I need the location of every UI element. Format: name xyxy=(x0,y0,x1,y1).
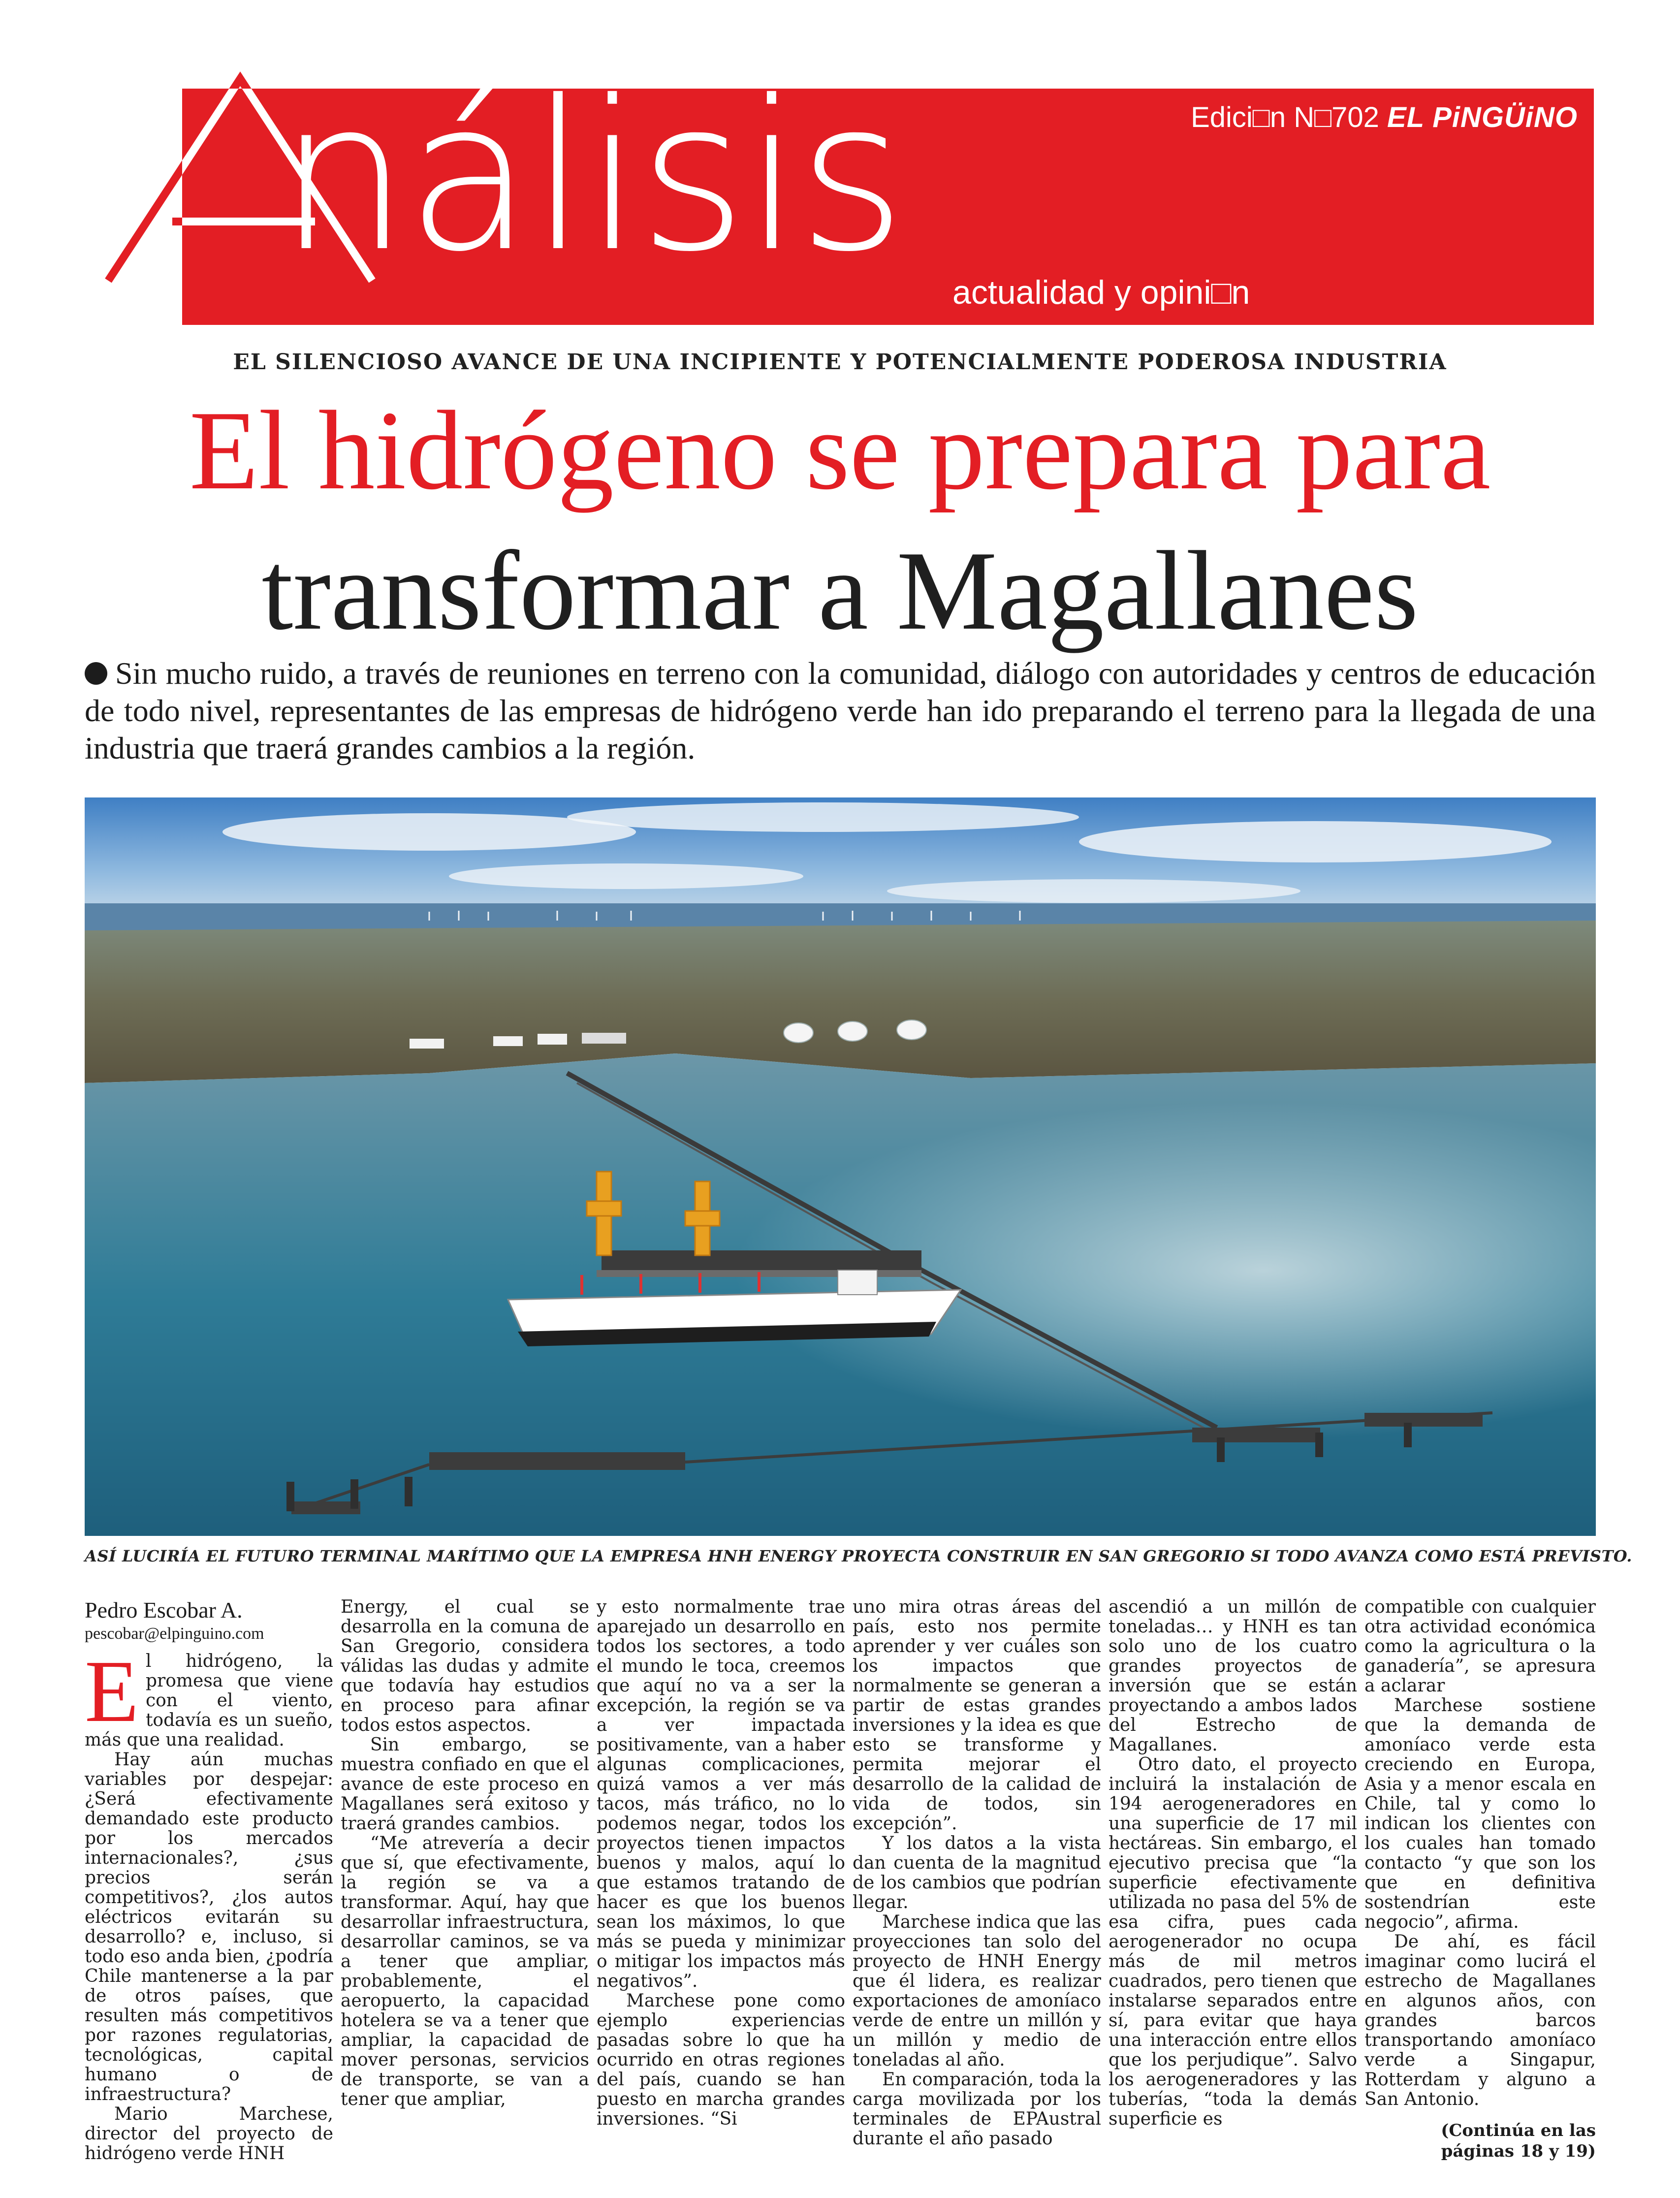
headline-kicker: EL SILENCIOSO AVANCE DE UNA INCIPIENTE Y POTENCIALMENTE PODEROSA INDUSTRIA xyxy=(233,350,1447,375)
article-paragraph: Mario Marchese, director del proyecto de hidrógeno verde HNH xyxy=(85,2104,333,2164)
article-column-6 xyxy=(1364,1597,1596,2162)
article-column-4 xyxy=(853,1597,1101,2149)
article-paragraph: compatible con cualquier otra actividad económica como la agricultura o la ganadería”, se apresura a aclarar xyxy=(1364,1597,1596,1696)
lead-paragraph xyxy=(85,655,1596,767)
newspaper-brand: EL PiNGÜiNO xyxy=(1387,101,1578,133)
article-paragraph: Marchese sostiene que la demanda de amoníaco verde esta creciendo en Europa, Asia y a menor escala en Chile, tal y como lo indican los clientes con los cuales han tomado contacto “y que son los que en definitiva sostendrían este negocio”, afirma. xyxy=(1364,1695,1596,1932)
article-paragraph: El hidrógeno, la promesa que viene con el viento, todavía es un sueño, más que una realidad. xyxy=(85,1642,333,1750)
article-paragraph: y esto normalmente trae aparejado un desarrollo en todos los sectores, a todo el mundo le toca, creemos que aquí no va a ser la excepción, la región se va a ver impactada positivamente, van a haber algunas complicaciones, quizá vamos a ver más tacos, más tráfico, no lo podemos negar, todos los proyectos tienen impactos buenos y malos, aquí lo que estamos tratando de hacer es que los buenos sean los máximos, lo que más se pueda y minimizar o mitigar los impactos más negativos”. xyxy=(597,1597,845,1991)
article-column-3 xyxy=(597,1597,845,2129)
headline-title-line-2: transformar a Magallanes xyxy=(261,528,1419,653)
article-paragraph: De ahí, es fácil imaginar como lucirá el estrecho de Magallanes en algunos años, con grandes barcos transportando amoníaco verde a Singapur, Rotterdam y alguno a San Antonio. xyxy=(1364,1932,1596,2109)
section-tagline: actualidad y opini□n xyxy=(952,274,1250,311)
masthead-section-title: nálisis xyxy=(278,57,903,297)
article-paragraph: Y los datos a la vista dan cuenta de la magnitud de los cambios que podrían llegar. xyxy=(853,1833,1101,1912)
author-email[interactable]: pescobar@elpinguino.com xyxy=(85,1625,264,1643)
terminal-rendering-photo xyxy=(85,797,1596,1536)
continued-note: (Continúa en las páginas 18 y 19) xyxy=(1441,2121,1596,2161)
article-column-1 xyxy=(85,1597,333,2164)
photo-caption: ASÍ LUCIRÍA EL FUTURO TERMINAL MARÍTIMO QUE LA EMPRESA HNH ENERGY PROYECTA CONSTRUIR EN SAN GREGORIO SI TODO AVANZA COMO ESTÁ PREVISTO. xyxy=(85,1547,1632,1565)
edition-info xyxy=(1191,101,1578,134)
article-column-2 xyxy=(341,1597,589,2109)
bullet-icon xyxy=(85,662,107,685)
article-paragraph: uno mira otras áreas del país, esto nos permite aprender y ver cuáles son los impactos que normalmente se generan a partir de estas grandes inversiones y la idea es que esto se transforme y permita mejorar el desarrollo de la calidad de vida de todos, sin excepción”. xyxy=(853,1597,1101,1834)
article-paragraph: Otro dato, el proyecto incluirá la instalación de 194 aerogeneradores en una superficie de 17 mil hectáreas. Sin embargo, el ejecutivo precisa que “la superficie efectivamente utilizada no pasa del 5% de esa cifra, pues cada aerogenerador no ocupa más de mil metros cuadrados, pero tienen que instalarse separados entre sí, para evitar que haya una interacción entre ellos que los perjudique”. Salvo los aerogeneradores y las tuberías, “toda la demás superficie es xyxy=(1109,1754,1357,2129)
article-paragraph: Marchese indica que las proyecciones tan solo del proyecto de HNH Energy que él lidera, es realizar exportaciones de amoníaco verde de entre un millón y un millón y medio de toneladas al año. xyxy=(853,1912,1101,2070)
article-paragraph: “Me atrevería a decir que sí, que efectivamente, la región se va a transformar. Aquí, hay que desarrollar infraestructura, desarrollar caminos, se va a tener que ampliar, probablemente, el aeropuerto, la capacidad hotelera se va a tener que ampliar, la capacidad de mover personas, servicios de transporte, se van a tener que ampliar, xyxy=(341,1833,589,2109)
article-paragraph: Energy, el cual se desarrolla en la comuna de San Gregorio, considera válidas las dudas y admite que todavía hay estudios en proceso para afinar todos estos aspectos. xyxy=(341,1597,589,1735)
article-paragraph: ascendió a un millón de toneladas… y HNH es tan solo uno de los cuatro grandes proyectos de inversión que se están proyectando a ambos lados del Estrecho de Magallanes. xyxy=(1109,1597,1357,1755)
article-paragraph: En comparación, toda la carga movilizada por los terminales de EPAustral durante el año pasado xyxy=(853,2070,1101,2149)
lead-text: Sin mucho ruido, a través de reuniones en terreno con la comunidad, diálogo con autoridades y centros de educación de todo nivel, representantes de las empresas de hidrógeno verde han ido preparando el terreno para la llegada de una industria que traerá grandes cambios a la región. xyxy=(85,656,1596,765)
article-column-5 xyxy=(1109,1597,1357,2129)
author-name: Pedro Escobar A. xyxy=(85,1597,243,1623)
edition-number: Edici□n N□702 xyxy=(1191,101,1379,133)
article-paragraph: Hay aún muchas variables por despejar: ¿Será efectivamente demandado este producto por los mercados internacionales?, ¿sus precios serán competitivos?, ¿los autos eléctricos evitarán su desarrollo? e, incluso, si todo eso anda bien, ¿podría Chile mantenerse a la par de otros países, que resulten más competitivos por razones regulatorias, tecnológicas, capital humano o de infraestructura? xyxy=(85,1750,333,2104)
article-paragraph: Sin embargo, se muestra confiado en que el avance de este proceso en Magallanes será exitoso y traerá grandes cambios. xyxy=(341,1735,589,1834)
drop-cap: E xyxy=(85,1642,139,1740)
article-paragraph: Marchese pone como ejemplo experiencias pasadas sobre lo que ha ocurrido en otras regiones del país, cuando se han puesto en marcha grandes inversiones. “Si xyxy=(597,1991,845,2129)
headline-title-line-1: El hidrógeno se prepara para xyxy=(189,387,1491,513)
